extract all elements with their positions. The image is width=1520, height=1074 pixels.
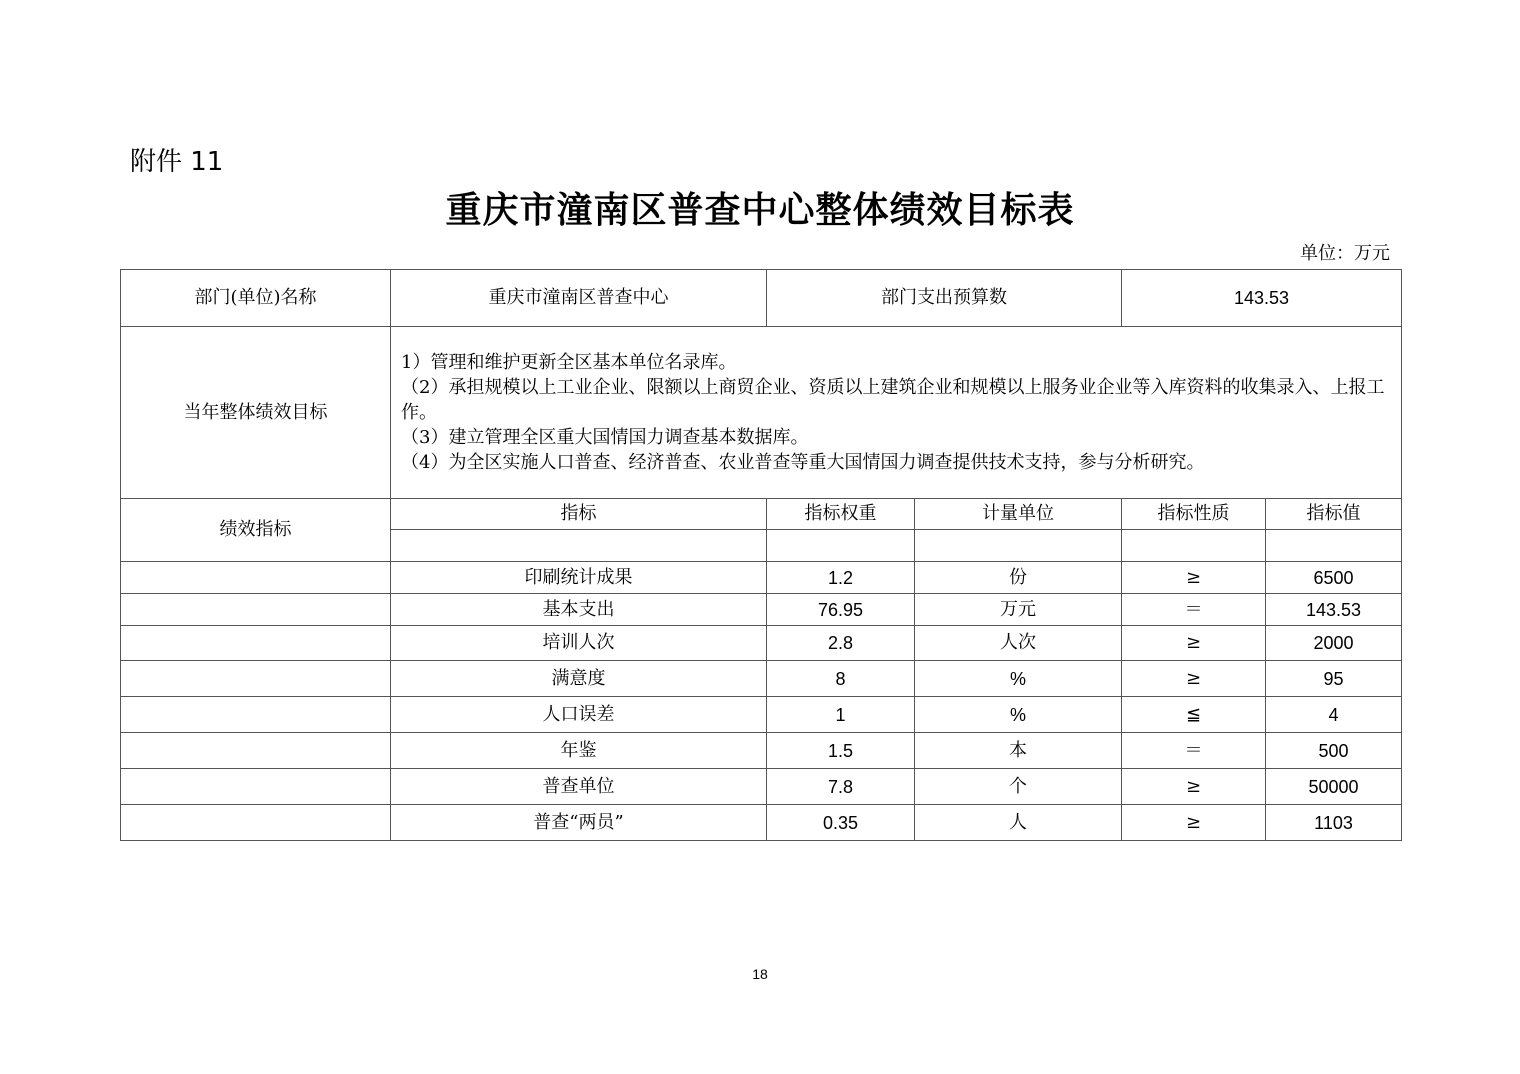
indicator-value: 4 bbox=[1266, 697, 1402, 733]
indicator-row bbox=[121, 562, 1402, 594]
indicator-weight: 8 bbox=[767, 661, 915, 697]
column-header-value: 指标值 bbox=[1266, 499, 1402, 530]
indicator-row bbox=[121, 626, 1402, 661]
column-header-nature: 指标性质 bbox=[1122, 499, 1266, 530]
indicator-blank-cell bbox=[121, 562, 391, 594]
indicator-nature: ＝ bbox=[1122, 594, 1266, 626]
indicator-unit: 份 bbox=[915, 562, 1122, 594]
column-header-weight: 指标权重 bbox=[767, 499, 915, 530]
goal-line: （3）建立管理全区重大国情国力调查基本数据库。 bbox=[401, 427, 809, 448]
indicator-nature: ≥ bbox=[1122, 769, 1266, 805]
indicator-weight: 1.2 bbox=[767, 562, 915, 594]
indicator-value: 1103 bbox=[1266, 805, 1402, 841]
indicator-unit: % bbox=[915, 697, 1122, 733]
goal-line: 1）管理和维护更新全区基本单位名录库。 bbox=[401, 352, 737, 373]
performance-target-table bbox=[120, 269, 1402, 841]
indicator-weight: 1 bbox=[767, 697, 915, 733]
dept-name-label: 部门(单位)名称 bbox=[121, 270, 391, 327]
indicator-weight: 2.8 bbox=[767, 626, 915, 661]
indicator-name: 普查单位 bbox=[391, 769, 767, 805]
budget-value: 143.53 bbox=[1122, 270, 1402, 327]
indicator-blank-cell bbox=[121, 733, 391, 769]
page-number: 18 bbox=[752, 966, 768, 982]
indicator-nature: ≦ bbox=[1122, 697, 1266, 733]
unit-label: 单位：万元 bbox=[1300, 243, 1390, 264]
indicator-nature: ＝ bbox=[1122, 733, 1266, 769]
indicator-unit: 人 bbox=[915, 805, 1122, 841]
budget-label: 部门支出预算数 bbox=[767, 270, 1122, 327]
indicator-value: 2000 bbox=[1266, 626, 1402, 661]
indicator-name: 普查“两员” bbox=[391, 805, 767, 841]
indicator-unit: % bbox=[915, 661, 1122, 697]
goals-label: 当年整体绩效目标 bbox=[121, 327, 391, 499]
dept-name-value: 重庆市潼南区普查中心 bbox=[391, 270, 767, 327]
goal-line: （4）为全区实施人口普查、经济普查、农业普查等重大国情国力调查提供技术支持，参与分析研究。 bbox=[401, 452, 1205, 473]
indicator-blank-cell bbox=[121, 594, 391, 626]
indicator-value: 143.53 bbox=[1266, 594, 1402, 626]
indicator-blank-cell bbox=[121, 805, 391, 841]
indicator-name: 印刷统计成果 bbox=[391, 562, 767, 594]
empty-cell bbox=[1122, 530, 1266, 562]
indicator-unit: 万元 bbox=[915, 594, 1122, 626]
indicator-row bbox=[121, 661, 1402, 697]
indicator-row bbox=[121, 769, 1402, 805]
document-title: 重庆市潼南区普查中心整体绩效目标表 bbox=[445, 189, 1075, 231]
indicator-blank-cell bbox=[121, 769, 391, 805]
indicator-nature: ≥ bbox=[1122, 661, 1266, 697]
indicators-label: 绩效指标 bbox=[121, 499, 391, 562]
column-header-unit: 计量单位 bbox=[915, 499, 1122, 530]
indicator-value: 500 bbox=[1266, 733, 1402, 769]
indicator-row bbox=[121, 805, 1402, 841]
empty-cell bbox=[391, 530, 767, 562]
indicator-nature: ≥ bbox=[1122, 626, 1266, 661]
goals-content bbox=[391, 327, 1402, 499]
indicator-unit: 人次 bbox=[915, 626, 1122, 661]
indicator-row bbox=[121, 594, 1402, 626]
indicator-weight: 0.35 bbox=[767, 805, 915, 841]
indicator-unit: 本 bbox=[915, 733, 1122, 769]
indicator-value: 6500 bbox=[1266, 562, 1402, 594]
empty-cell bbox=[915, 530, 1122, 562]
indicator-nature: ≥ bbox=[1122, 805, 1266, 841]
indicator-name: 培训人次 bbox=[391, 626, 767, 661]
indicator-nature: ≥ bbox=[1122, 562, 1266, 594]
indicator-name: 人口误差 bbox=[391, 697, 767, 733]
header-row bbox=[121, 270, 1402, 327]
goal-line: （2）承担规模以上工业企业、限额以上商贸企业、资质以上建筑企业和规模以上服务业企业等入库资料的收集录入、上报工作。 bbox=[401, 377, 1385, 423]
indicator-name: 年鉴 bbox=[391, 733, 767, 769]
indicator-value: 50000 bbox=[1266, 769, 1402, 805]
indicator-row bbox=[121, 697, 1402, 733]
empty-cell bbox=[767, 530, 915, 562]
indicator-name: 满意度 bbox=[391, 661, 767, 697]
column-header-indicator: 指标 bbox=[391, 499, 767, 530]
indicator-row bbox=[121, 733, 1402, 769]
indicator-blank-cell bbox=[121, 697, 391, 733]
indicator-value: 95 bbox=[1266, 661, 1402, 697]
indicator-weight: 7.8 bbox=[767, 769, 915, 805]
indicator-name: 基本支出 bbox=[391, 594, 767, 626]
empty-cell bbox=[1266, 530, 1402, 562]
attachment-label: 附件 11 bbox=[130, 147, 224, 177]
indicator-blank-cell bbox=[121, 626, 391, 661]
goals-row bbox=[121, 327, 1402, 499]
indicator-weight: 76.95 bbox=[767, 594, 915, 626]
indicator-unit: 个 bbox=[915, 769, 1122, 805]
indicator-weight: 1.5 bbox=[767, 733, 915, 769]
indicator-column-header-row bbox=[121, 499, 1402, 530]
indicator-blank-cell bbox=[121, 661, 391, 697]
